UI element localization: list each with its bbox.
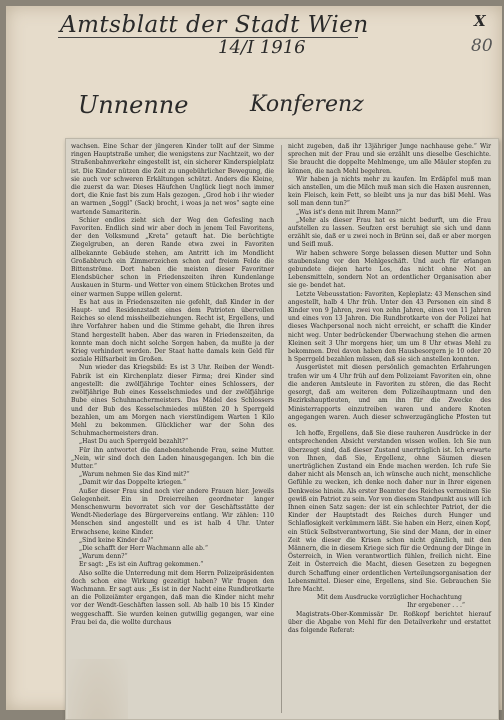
paragraph: Ich hoffe, Ergellens, daß Sie diese rauheren Ausdrücke in der entsprechenden Absicht verstanden wissen wollen. Ich Sie nun überzeugt sind, daß dieser Zustand unerträglich ist. Ich erwarte von Ihnen, daß Sie, Ergellenz, ohne Säumen diesen unerträglichen Zustand ein Ende machen werden. Ich rufe Sie daher nicht als Mensch an, ich wünsche auch nicht, menschliche Gefühle zu wecken, ich denke noch daher nur in Ihrer eigenen Denkweise hinein. Als erster Beamter des Reiches vermeinen Sie gewiß ein Patriot zu sein. Vor von diesem Standpunkt aus will ich Ihnen einen Satz sagen: der ist ein schlechter Patriot, der die Kinder der Hauptstadt des Reiches durch Hunger und Schlaflosigkeit verkümmern läßt. Sie haben ein Herz, einen Kopf, ein Stück Selbstverantwortung, Sie sind der Mann, der in einer Zeit wie dieser die Krisen schon nicht gänzlich, mit den Männern, die in diesem Kriege sich für die Ordnung der Dinge in Österreich, in Wien verantwortlich fühlen, freilich nicht. Eine Zeit in Österreich die Macht, diesen Gesetzen zu begegnen durch Schaffung einer ordentlichen Verteilungsorganisation der Lebensmittel. Dieser eine, Ergellens, sind Sie. Gebrauchen Sie Ihre Macht. [288, 430, 491, 593]
closing-salutation: Mit dem Ausdrucke vorzüglicher Hochachtung [317, 594, 462, 602]
paragraph: Wir haben schwere Sorge belassen diesen Mutter und Sohn staubenslang vor den Mehlgeschäft. Und auch für erlangen gebundete diejen harte Los, das nicht ohne Not an Lebensmitteln, sondern Not an ordentlicher Organisation aber sie ge- bendet hat. [288, 249, 491, 290]
paragraph: Magistrats-Ober-Kommissär Dr. Roßkopf berichtet hierauf über die Abgabe von Mehl für den Detailverkehr und erstattet das folgende Referat: [288, 610, 491, 634]
handwritten-title: Amtsblatt der Stadt Wien [60, 12, 369, 38]
newspaper-clipping [65, 138, 499, 720]
dialogue-line: „Sind keine Kinder da?“ [79, 536, 154, 544]
paragraph: Nun wieder das Kriegsbild: Es ist 3 Uhr. Reiben der Wendt-Fabrik ist ein Kirchenplatz dieser Firma; drei Kinder sind angestellt: die zwölfjährige Tochter eines Schlossers, der zwölfjährige Bub eines Kesselschmiedes und der zwölfjährige Bube eines Schuhmachermeisters. Das Mädel des Schlossers und der Bub des Kesselschmiedes müßten 20 h Sperrgeld bezahlen, um am Morgen nach vierstündigem Warten 1 Kilo Mehl zu bekommen. Glücklicher war der Sohn des Schuhmachermeisters dran. [71, 364, 274, 438]
signature-line: Ihr ergebener . . .“ [407, 602, 465, 610]
paragraph: Also sollte die Unterredung mit dem Herrn Polizeipräsidenten doch schon eine Wirkung gezeitigt haben? Wir fragen den Wachmann. Er sagt aus: „Es ist in der Nacht eine Rundbrotkarte an die Polizeiämter ergangen, daß man die Kinder nicht mehr vor der Wendt-Geschäften lassen soll. Ab halb 10 bis 15 Kinder weggeschafft. Sie wurden keinen gutwillig gegangen, war eine Frau bei da, die wollte durchaus [71, 569, 274, 626]
right-column [288, 143, 491, 635]
paragraph: nicht zugeben, daß ihr 13jähriger Junge nachhause gehe.“ Wir sprechen mit der Frau und sie erzählt uns dieselbe Geschichte. Sie braucht die doppelte Mehlmenge, um alle Mäuler stopfen zu können, die nach Mehl begehren. [288, 143, 491, 175]
paragraph: Es hat aus in Friedenszeiten nie gefehlt, daß Kinder in der Haupt- und Residenzstadt eines dem Patrioten übervollen Reiches so elend missheilbeziehungen. Recht ist, Ergellens, und ihre Vorfahrer haben und die Stimme gehabt, die Ihren ihres Stand hergestellt haben. Aber das waren in Friedenszeiten, da konnte man doch nicht solche Sorgen haben, da mußte ja der Krieg verhindert werden. Der Staat hatte damals kein Geld für soziale Hilfsarbeit im Großen. [71, 298, 274, 364]
paragraph: „Mehr als dieser Frau hat es nicht bedurft, um die Frau aufstellen zu lassen. Seufzen erst beruhigt sie sich und dann erzählt sie, daß er u zwei noch in Brünn sei, daß er aber morgen und Seifl muß. [288, 216, 491, 249]
column-divider [281, 145, 282, 713]
dialogue-line: „Die schafft der Herr Wachmann alle ab.“ [79, 544, 208, 552]
left-column [71, 143, 274, 627]
dialogue-line: „Was ist's denn mit Ihrem Mann?“ [296, 208, 402, 216]
handwritten-page-number: 80 [471, 36, 493, 56]
archival-sheet [6, 6, 502, 710]
handwritten-date: 14/I 1916 [218, 37, 306, 58]
dialogue-line: „Warum nehmen Sie das Kind mit?“ [79, 471, 190, 479]
paragraph: Außer dieser Frau sind noch vier andere Frauen hier. Jeweils Gelegenheit. Ein in Dreierreihen geordneter langer Menschenwurm bevorratet sich vor der Geschäftsstätte der Wendt-Niederlage des Bürgervereins entlang. Wir zählen: 110 Menschen sind angestellt und es ist halb 4 Uhr. Unter Erwachsene, keine Kinder. [71, 487, 274, 536]
handwritten-address: Unnenne [78, 91, 189, 119]
dialogue-line: „Warum denn?“ [79, 553, 128, 561]
dialogue-line: „Hast Du auch Sperrgeld bezahlt?“ [79, 438, 189, 446]
paragraph: Schier endlos zieht sich der Weg den Gefesling nach Favoriten. Endlich sind wir aber doch in jenem Teil Favoritens, der den Volksmund „Kreta“ getauft hat. Die berüchtigte Ziegelgruben, an deren Rande etwa zwei in Favoriten allbekannte Gebäude stehen, am Antritt ich im Mondlicht Großabbruch ein Zimmerzeichen schon auf freiem Felde die Bittenströme. Dort haben die meisten dieser Favoritner Elendsbücher schon in Friedenszeiten ihren Kundenlange Auskauen in Sturm- und Wetter von einem Stückchen Brotes und einer warmen Suppe willen gelernt. [71, 216, 274, 298]
paragraph: wachsen. Eine Schar der jüngeren Kinder tollt auf der Simme ringen Hauptstraße umher, die wenigstens zur Nachtzeit, wo der Straßenbahnverkehr eingestellt ist, ein sicherer Kinderspielplatz ist. Die Kinder nützen die Zeit zu ungebührlicher Bewegung, die sie auch vor schweren Erkältungen schützt. Anders die Kleine, die zuerst da war. Dieses Häufchen Unglück liegt noch immer dort, die Knie fast bis zum Hals gezogen. „Grod hob i ihr wieder an warmen „Soggl“ (Sack) brocht, i woas ja net wos“ sagte eine wartende Samariterin. [71, 143, 274, 216]
dialogue-line: Er sagt: „Es ist ein Auftrag gekommen.“ [79, 561, 204, 569]
paragraph: Wir haben ja nichts mehr zu kaufen. Im Erdäpfel muß man sich anstellen, um die Milch muß man sich die Haxen ausrennen, kein Fleisch, kein Fett, so bleibt uns ja nur das bißl Mehl. Was soll man denn tun?“ [288, 175, 491, 208]
paper-stain [68, 659, 128, 720]
paragraph: Ausgerüstet mit diesen persönlich gemachten Erfahrungen trafen wir um 4 Uhr früh auf dem Polizeiamt Favoriten ein, ohne die anderen Amtsleute in Favoriten zu stören, die das Recht gesorgt, daß am weiteren dem Polizeihauptmann und den Bezirkshauptleuten, und am ihn für die Zwecke des Ministerrapports einzutreiben waren und andere Knoten angegangen waren. Auch dieser schwerzugängliche Pfosten tut es. [288, 364, 491, 429]
dialogue-line: „Damit wir das Doppelte kriegen.“ [79, 479, 186, 487]
handwritten-roman-numeral: X [474, 12, 486, 30]
paragraph: Für ihn antwortet die danebenstehende Frau, seine Mutter. „Nein, wir sind doch den Laden hinausgegangen. Ich bin die Mutter.“ [71, 446, 274, 470]
paragraph: Letzte Vebeusstation: Favoriten, Kepleplatz: 43 Menschen sind angestellt, halb 4 Uhr früh. Unter den 43 Personen ein sind 8 Kinder von 9 Jahren, zwei von zehn Jahren, eines von 11 Jahren und eines von 13 Jahren. Die Rundbrotkarte von der Polizei hat dieses Wachpersonal noch nicht erreicht, er schafft die Kinder nicht weg. Unter bedrückender Überwachung stehen die armen Kleinen seit 3 Uhr morgens hier, um um 8 Uhr etwas Mehl zu bekommen. Drei davon haben den Hausbesorgern je 10 oder 20 h Sperrgeld bezahlen müssen, daß sie sich anstellen konnten. [288, 290, 491, 364]
handwritten-name: Konferenz [250, 92, 364, 117]
